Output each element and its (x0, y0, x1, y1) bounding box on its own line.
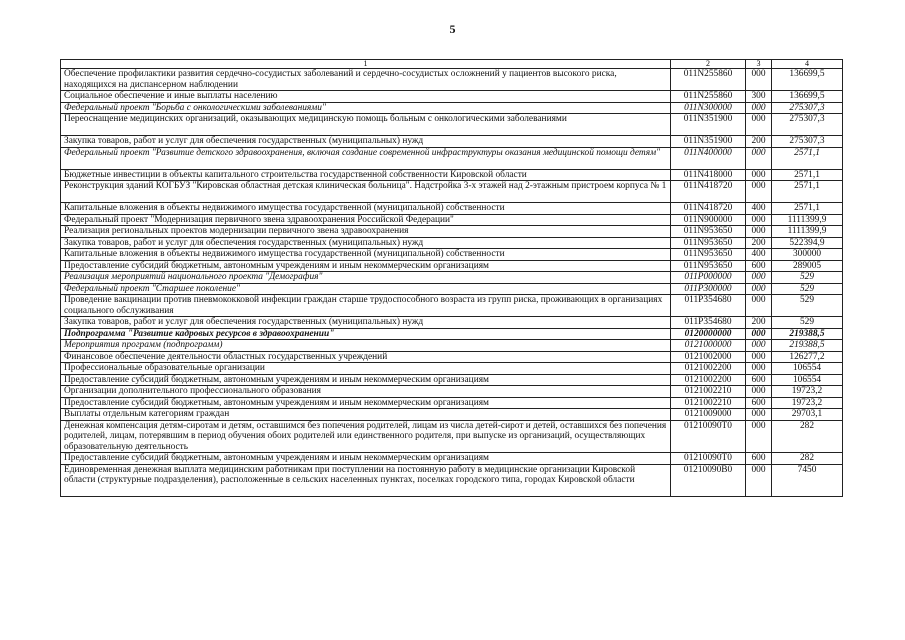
page-number: 5 (449, 22, 456, 36)
row-type-cell: 000 (746, 464, 772, 496)
row-code-cell: 011N300000 (671, 102, 746, 114)
row-code-cell: 011P354680 (671, 295, 746, 317)
row-type-cell: 400 (746, 203, 772, 215)
row-type-cell: 000 (746, 102, 772, 114)
row-code-cell: 011P000000 (671, 272, 746, 284)
row-name-cell: Единовременная денежная выплата медицинским работникам при поступлении на постоянную работу в медицинские организации Кировской области (структурные подразделения), расположенные в сельских населенных пунктах, поселках городского типа, городах Кировской области (61, 464, 671, 496)
row-type-cell: 000 (746, 147, 772, 169)
row-code-cell: 0121000000 (671, 340, 746, 352)
row-type-cell: 000 (746, 169, 772, 181)
table-row (61, 328, 843, 340)
row-name-cell: Закупка товаров, работ и услуг для обеспечения государственных (муниципальных) нужд (61, 237, 671, 249)
row-amount-cell: 275307,3 (772, 136, 843, 148)
table-row (61, 363, 843, 375)
row-amount-cell: 19723,2 (772, 386, 843, 398)
row-name-cell: Проведение вакцинации против пневмококковой инфекции граждан старше трудоспособного возраста из групп риска, проживающих в организациях социального обслуживания (61, 295, 671, 317)
row-amount-cell: 19723,2 (772, 397, 843, 409)
table-row (61, 283, 843, 295)
row-code-cell: 0121002000 (671, 351, 746, 363)
row-code-cell: 01210090Т0 (671, 420, 746, 453)
row-amount-cell: 126277,2 (772, 351, 843, 363)
row-code-cell: 011N418720 (671, 181, 746, 203)
row-type-cell: 000 (746, 409, 772, 421)
row-type-cell: 000 (746, 181, 772, 203)
header-col-2: 2 (671, 60, 746, 69)
row-code-cell: 0121002210 (671, 386, 746, 398)
row-name-cell: Реализация мероприятий национального проекта "Демография" (61, 272, 671, 284)
row-name-cell: Реализация региональных проектов модернизации первичного звена здравоохранения (61, 226, 671, 238)
row-code-cell: 0121002200 (671, 374, 746, 386)
row-name-cell: Капитальные вложения в объекты недвижимого имущества государственной (муниципальной) собственности (61, 203, 671, 215)
row-name-cell: Бюджетные инвестиции в объекты капитального строительства государственной собственности Кировской области (61, 169, 671, 181)
row-amount-cell: 300000 (772, 249, 843, 261)
row-code-cell: 0120000000 (671, 328, 746, 340)
row-type-cell: 000 (746, 363, 772, 375)
row-amount-cell: 106554 (772, 374, 843, 386)
table-row (61, 169, 843, 181)
row-amount-cell: 522394,9 (772, 237, 843, 249)
row-type-cell: 000 (746, 351, 772, 363)
table-row (61, 69, 843, 91)
row-name-cell: Федеральный проект "Борьба с онкологическими заболеваниями" (61, 102, 671, 114)
row-code-cell: 011N418000 (671, 169, 746, 181)
row-amount-cell: 136699,5 (772, 91, 843, 103)
row-amount-cell: 275307,3 (772, 114, 843, 136)
row-code-cell: 0121002210 (671, 397, 746, 409)
row-amount-cell: 282 (772, 420, 843, 453)
row-amount-cell: 219388,5 (772, 340, 843, 352)
row-name-cell: Закупка товаров, работ и услуг для обеспечения государственных (муниципальных) нужд (61, 317, 671, 329)
row-code-cell: 011N418720 (671, 203, 746, 215)
table-row (61, 317, 843, 329)
row-name-cell: Закупка товаров, работ и услуг для обеспечения государственных (муниципальных) нужд (61, 136, 671, 148)
row-amount-cell: 2571,1 (772, 169, 843, 181)
row-type-cell: 600 (746, 453, 772, 465)
table-row (61, 102, 843, 114)
row-amount-cell: 289005 (772, 260, 843, 272)
table-row (61, 237, 843, 249)
row-name-cell: Предоставление субсидий бюджетным, автономным учреждениям и иным некоммерческим организациям (61, 453, 671, 465)
row-code-cell: 011N351900 (671, 114, 746, 136)
row-code-cell: 011P354680 (671, 317, 746, 329)
row-type-cell: 600 (746, 260, 772, 272)
table-row (61, 181, 843, 203)
row-code-cell: 011N953650 (671, 260, 746, 272)
row-type-cell: 000 (746, 226, 772, 238)
row-code-cell: 0121009000 (671, 409, 746, 421)
row-code-cell: 011N255860 (671, 69, 746, 91)
table-row (61, 114, 843, 136)
table-row (61, 374, 843, 386)
row-type-cell: 000 (746, 295, 772, 317)
table-row (61, 420, 843, 453)
row-code-cell: 01210090В0 (671, 464, 746, 496)
row-code-cell: 011N953650 (671, 237, 746, 249)
row-name-cell: Федеральный проект "Старшее поколение" (61, 283, 671, 295)
row-name-cell: Подпрограмма "Развитие кадровых ресурсов в здравоохранении" (61, 328, 671, 340)
row-type-cell: 400 (746, 249, 772, 261)
row-amount-cell: 2571,1 (772, 203, 843, 215)
table-row (61, 226, 843, 238)
row-type-cell: 000 (746, 214, 772, 226)
row-type-cell: 000 (746, 420, 772, 453)
table-body (61, 69, 843, 497)
row-amount-cell: 2571,1 (772, 181, 843, 203)
row-name-cell: Социальное обеспечение и иные выплаты населению (61, 91, 671, 103)
row-type-cell: 200 (746, 237, 772, 249)
row-name-cell: Мероприятия программ (подпрограмм) (61, 340, 671, 352)
row-amount-cell: 275307,3 (772, 102, 843, 114)
row-name-cell: Реконструкция зданий КОГБУЗ "Кировская областная детская клиническая больница". Надстройка 3-х этажей над 2-этажным пристроем корпуса № 1 (61, 181, 671, 203)
table-row (61, 147, 843, 169)
row-amount-cell: 529 (772, 272, 843, 284)
row-name-cell: Предоставление субсидий бюджетным, автономным учреждениям и иным некоммерческим организациям (61, 397, 671, 409)
table-row (61, 214, 843, 226)
row-name-cell: Федеральный проект "Модернизация первичного звена здравоохранения Российской Федерации" (61, 214, 671, 226)
row-amount-cell: 529 (772, 283, 843, 295)
row-code-cell: 01210090Т0 (671, 453, 746, 465)
table-row (61, 272, 843, 284)
table-row (61, 203, 843, 215)
row-name-cell: Денежная компенсация детям-сиротам и детям, оставшимся без попечения родителей, лицам из числа детей-сирот и детей, оставшихся без попечения родителей, лицам, потерявшим в период обучения обоих родителей или единственного родителя, при выпуске из организаций, осуществляющих образовательную деятельность (61, 420, 671, 453)
row-name-cell: Профессиональные образовательные организации (61, 363, 671, 375)
table-header-row (61, 60, 843, 69)
row-amount-cell: 529 (772, 295, 843, 317)
row-type-cell: 300 (746, 91, 772, 103)
row-type-cell: 000 (746, 69, 772, 91)
row-amount-cell: 1111399,9 (772, 214, 843, 226)
row-amount-cell: 106554 (772, 363, 843, 375)
row-code-cell: 011N255860 (671, 91, 746, 103)
row-name-cell: Предоставление субсидий бюджетным, автономным учреждениям и иным некоммерческим организациям (61, 374, 671, 386)
row-code-cell: 011N900000 (671, 214, 746, 226)
table-row (61, 386, 843, 398)
row-amount-cell: 136699,5 (772, 69, 843, 91)
header-col-1: 1 (61, 60, 671, 69)
row-type-cell: 200 (746, 317, 772, 329)
table-row (61, 464, 843, 496)
row-code-cell: 0121002200 (671, 363, 746, 375)
row-type-cell: 000 (746, 328, 772, 340)
row-amount-cell: 282 (772, 453, 843, 465)
row-type-cell: 000 (746, 340, 772, 352)
row-amount-cell: 529 (772, 317, 843, 329)
table-row (61, 295, 843, 317)
table-row (61, 397, 843, 409)
row-type-cell: 000 (746, 272, 772, 284)
row-name-cell: Федеральный проект "Развитие детского здравоохранения, включая создание современной инфраструктуры оказания медицинской помощи детям" (61, 147, 671, 169)
row-name-cell: Переоснащение медицинских организаций, оказывающих медицинскую помощь больным с онкологическими заболеваниями (61, 114, 671, 136)
row-name-cell: Обеспечение профилактики развития сердечно-сосудистых заболеваний и сердечно-сосудистых осложнений у пациентов высокого риска, находящихся на диспансерном наблюдении (61, 69, 671, 91)
row-type-cell: 000 (746, 283, 772, 295)
table-row (61, 351, 843, 363)
row-type-cell: 000 (746, 386, 772, 398)
row-amount-cell: 219388,5 (772, 328, 843, 340)
table-row (61, 260, 843, 272)
row-amount-cell: 1111399,9 (772, 226, 843, 238)
table-row (61, 340, 843, 352)
budget-table (60, 59, 843, 497)
row-code-cell: 011N351900 (671, 136, 746, 148)
row-code-cell: 011P300000 (671, 283, 746, 295)
header-col-3: 3 (746, 60, 772, 69)
row-name-cell: Капитальные вложения в объекты недвижимого имущества государственной (муниципальной) собственности (61, 249, 671, 261)
row-name-cell: Организации дополнительного профессионального образования (61, 386, 671, 398)
row-type-cell: 600 (746, 374, 772, 386)
row-amount-cell: 2571,1 (772, 147, 843, 169)
row-amount-cell: 29703,1 (772, 409, 843, 421)
table-row (61, 249, 843, 261)
table-row (61, 409, 843, 421)
row-code-cell: 011N953650 (671, 226, 746, 238)
row-name-cell: Финансовое обеспечение деятельности областных государственных учреждений (61, 351, 671, 363)
row-amount-cell: 7450 (772, 464, 843, 496)
table-row (61, 136, 843, 148)
row-code-cell: 011N400000 (671, 147, 746, 169)
table-row (61, 453, 843, 465)
row-name-cell: Выплаты отдельным категориям граждан (61, 409, 671, 421)
row-code-cell: 011N953650 (671, 249, 746, 261)
table-row (61, 91, 843, 103)
row-type-cell: 000 (746, 114, 772, 136)
row-type-cell: 200 (746, 136, 772, 148)
row-type-cell: 600 (746, 397, 772, 409)
row-name-cell: Предоставление субсидий бюджетным, автономным учреждениям и иным некоммерческим организациям (61, 260, 671, 272)
header-col-4: 4 (772, 60, 843, 69)
